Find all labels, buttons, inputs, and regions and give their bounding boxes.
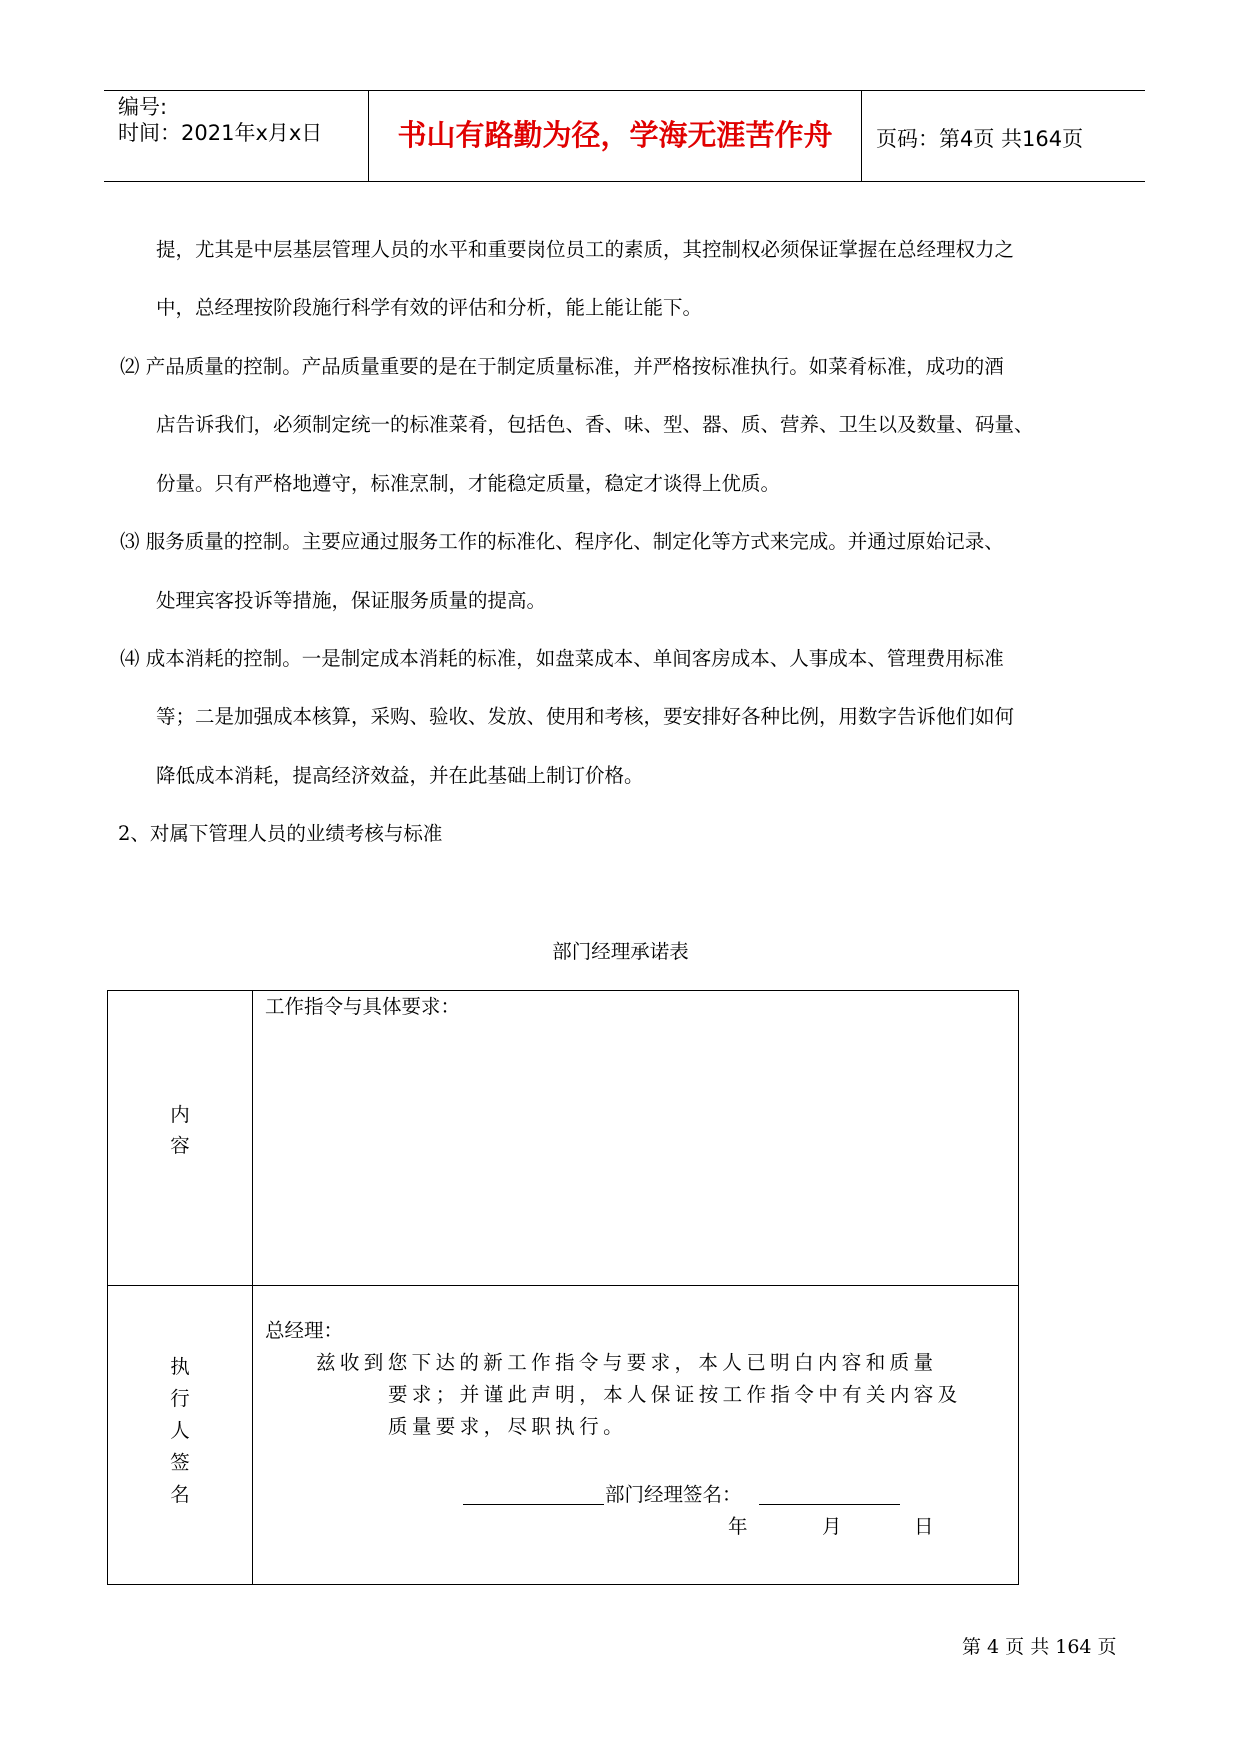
page-header xyxy=(104,90,1145,182)
table-title: 部门经理承诺表 xyxy=(552,940,689,963)
body-line-9: 等；二是加强成本核算，采购、验收、发放、使用和考核，要安排好各种比例，用数字告诉他们如何 xyxy=(156,705,1015,728)
signature-blank-right xyxy=(759,1504,900,1505)
body-line-7: 处理宾客投诉等措施，保证服务质量的提高。 xyxy=(156,589,547,612)
body-line-1: 提，尤其是中层基层管理人员的水平和重要岗位员工的素质，其控制权必须保证掌握在总经理权力之 xyxy=(156,238,1015,261)
pledge-line-3: 质量要求，尽职执行。 xyxy=(388,1415,628,1438)
body-line-3: ⑵ 产品质量的控制。产品质量重要的是在于制定质量标准，并严格按标准执行。如菜肴标准，成功的酒 xyxy=(120,355,1004,378)
body-line-5: 份量。只有严格地遵守，标准烹制，才能稳定质量，稳定才谈得上优质。 xyxy=(156,472,781,495)
body-line-2: 中，总经理按阶段施行科学有效的评估和分析，能上能让能下。 xyxy=(156,296,703,319)
header-motto: 书山有路勤为径，学海无涯苦作舟 xyxy=(397,118,833,152)
date-month-label: 月 xyxy=(822,1515,842,1538)
label-char: 签 xyxy=(170,1451,190,1474)
document-number-label: 编号: xyxy=(118,95,168,119)
label-char: 内 xyxy=(170,1103,190,1126)
page-footer: 第 4 页 共 164 页 xyxy=(962,1636,1117,1658)
label-char: 行 xyxy=(170,1387,190,1410)
header-right-cell xyxy=(862,91,1145,181)
date-year-label: 年 xyxy=(728,1515,748,1538)
executor-row-label xyxy=(108,1351,252,1511)
header-left-cell xyxy=(104,91,369,181)
label-char: 名 xyxy=(170,1483,190,1506)
header-page-label: 页码：第4页 共164页 xyxy=(876,127,1084,151)
document-time-label: 时间：2021年x月x日 xyxy=(118,121,323,145)
signature-label: 部门经理签名： xyxy=(605,1483,742,1506)
label-char: 执 xyxy=(170,1355,190,1378)
label-char: 容 xyxy=(170,1134,190,1157)
body-line-6: ⑶ 服务质量的控制。主要应通过服务工作的标准化、程序化、制定化等方式来完成。并通过原始记录、 xyxy=(120,530,1004,553)
label-char: 人 xyxy=(170,1419,190,1442)
pledge-table xyxy=(107,990,1019,1585)
content-heading: 工作指令与具体要求： xyxy=(265,995,461,1018)
section-heading: 2、对属下管理人员的业绩考核与标准 xyxy=(118,822,443,845)
body-line-10: 降低成本消耗，提高经济效益，并在此基础上制订价格。 xyxy=(156,764,644,787)
pledge-line-1: 兹收到您下达的新工作指令与要求，本人已明白内容和质量 xyxy=(316,1351,938,1374)
gm-label: 总经理： xyxy=(265,1319,344,1342)
date-day-label: 日 xyxy=(914,1515,934,1538)
body-line-4: 店告诉我们，必须制定统一的标准菜肴，包括色、香、味、型、器、质、营养、卫生以及数量、码量、 xyxy=(156,413,1034,436)
pledge-line-2: 要求；并谨此声明，本人保证按工作指令中有关内容及 xyxy=(388,1383,962,1406)
body-line-8: ⑷ 成本消耗的控制。一是制定成本消耗的标准，如盘菜成本、单间客房成本、人事成本、管理费用标准 xyxy=(120,647,1004,670)
table-column-divider xyxy=(252,991,253,1584)
signature-blank-left xyxy=(463,1504,604,1505)
header-middle-cell xyxy=(369,91,862,181)
content-row-label xyxy=(108,1099,252,1161)
table-row-divider xyxy=(108,1285,1018,1286)
